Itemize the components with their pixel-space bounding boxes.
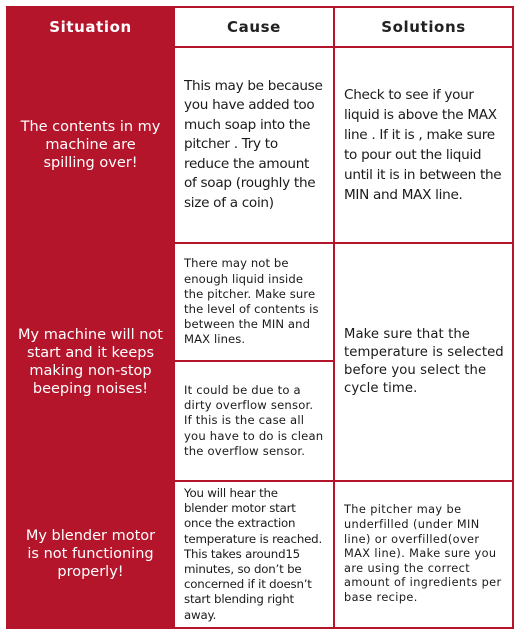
header-cause: Cause	[174, 7, 334, 47]
cause-cell: You will hear the blender motor start once the extraction temperature is reached. This takes around15 minutes, so don’t be concerned if it doesn’t start blending right away.	[174, 481, 334, 628]
solution-cell: Check to see if your liquid is above the MAX line . If it is , make sure to pour out the liquid until it is in between the MIN and MAX line.	[334, 47, 513, 243]
situation-cell: My blender motor is not functioning properly!	[7, 481, 174, 628]
header-situation: Situation	[7, 7, 174, 47]
situation-cell: The contents in my machine are spilling over!	[7, 47, 174, 243]
cause-cell: There may not be enough liquid inside the pitcher. Make sure the level of contents is between the MIN and MAX lines.	[174, 243, 334, 361]
cause-cell: This may be because you have added too much soap into the pitcher . Try to reduce the amount of soap (roughly the size of a coin)	[174, 47, 334, 243]
header-solutions: Solutions	[334, 7, 513, 47]
solution-cell: The pitcher may be underfilled (under MIN line) or overfilled(over MAX line). Make sure you are using the correct amount of ingredients per base recipe.	[334, 481, 513, 628]
solution-cell: Make sure that the temperature is selected before you select the cycle time.	[334, 243, 513, 481]
situation-cell: My machine will not start and it keeps making non-stop beeping noises!	[7, 243, 174, 481]
table-row	[7, 47, 513, 243]
troubleshooting-table	[6, 6, 514, 629]
troubleshooting-table-container	[6, 6, 514, 624]
cause-cell: It could be due to a dirty overflow sensor. If this is the case all you have to do is clean the overflow sensor.	[174, 361, 334, 481]
table-row	[7, 481, 513, 628]
header-row	[7, 7, 513, 47]
table-row	[7, 243, 513, 361]
